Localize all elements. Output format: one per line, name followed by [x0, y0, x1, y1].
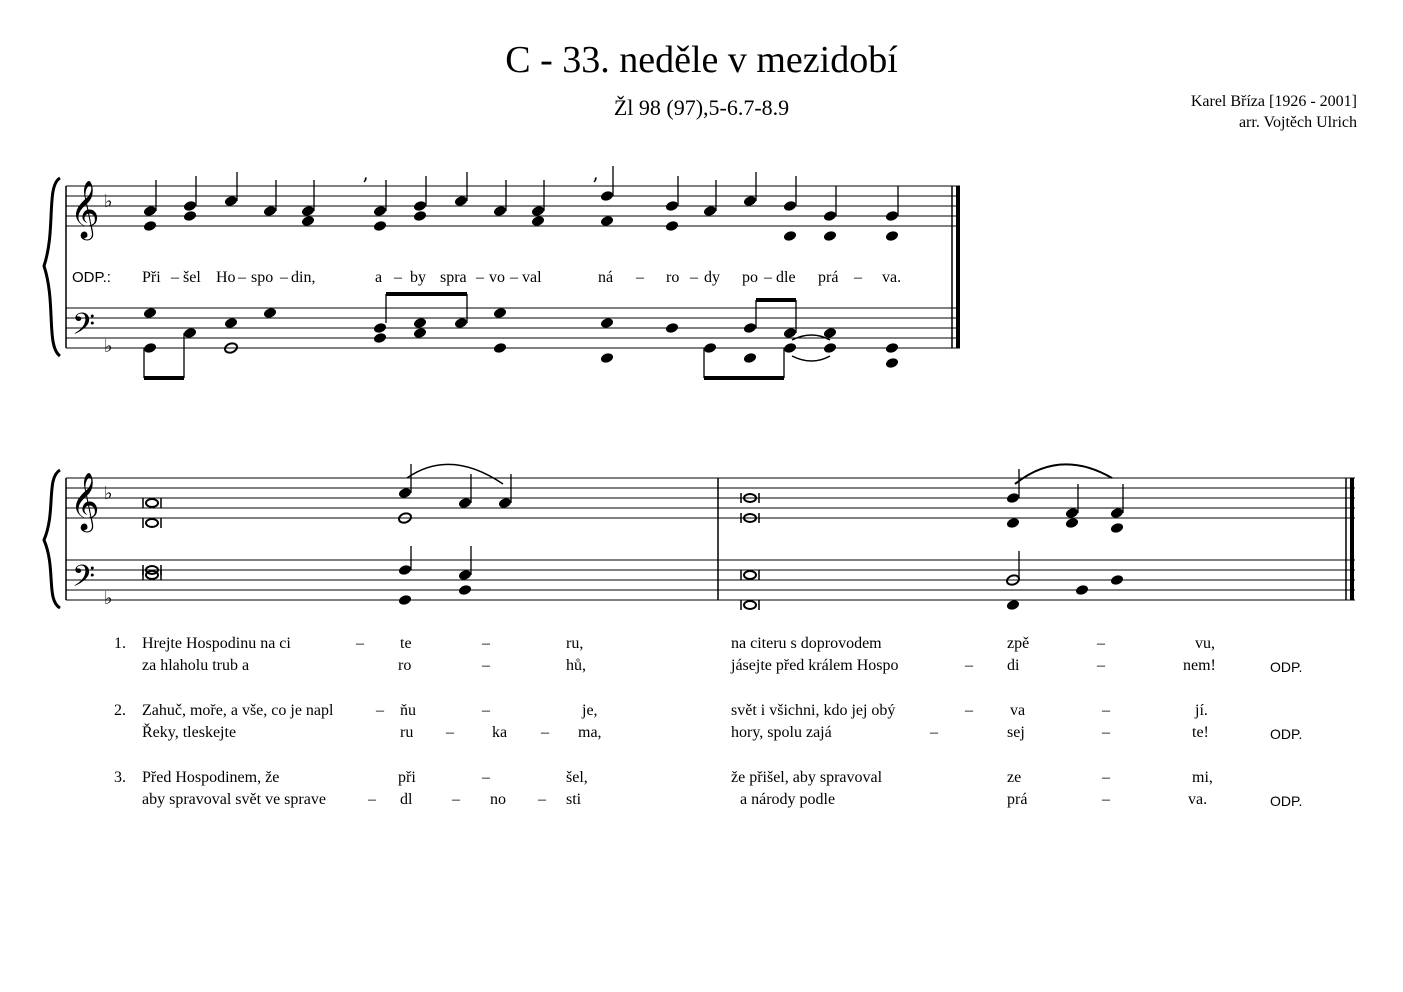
- bass-beams-1: [144, 294, 796, 378]
- verse-text: sej: [1007, 724, 1025, 741]
- flat-key-icon: ♭: [104, 483, 113, 504]
- refrain-syllable: ro: [666, 269, 680, 286]
- verse-text: hory, spolu zajá: [731, 724, 832, 741]
- verse-text: že přišel, aby spravoval: [731, 769, 883, 786]
- refrain-syllable: –: [690, 269, 698, 286]
- verse-text: ka: [492, 724, 508, 741]
- refrain-syllable: –: [171, 269, 179, 286]
- verse-text: te: [400, 635, 412, 652]
- verse-text: –: [1102, 791, 1110, 808]
- refrain-syllable: –: [280, 269, 288, 286]
- refrain-syllable: –: [764, 269, 772, 286]
- verse-text: –: [965, 702, 973, 719]
- refrain-syllable: val: [522, 269, 542, 286]
- reciting-breves: [143, 493, 759, 610]
- verse-text: –: [452, 791, 460, 808]
- verse-text: –: [482, 702, 490, 719]
- verse-number: 2.: [114, 702, 126, 719]
- verse-text: –: [482, 657, 490, 674]
- bass-staff-1: [66, 308, 960, 348]
- refrain-syllable: šel: [183, 269, 201, 286]
- verse-text: te!: [1192, 724, 1209, 741]
- composer-credit: Karel Bříza [1926 - 2001]: [1190, 93, 1357, 110]
- tie: [792, 356, 830, 361]
- verse-text: –: [1097, 657, 1105, 674]
- verse-text: a národy podle: [740, 791, 836, 808]
- verse-text: –: [1102, 724, 1110, 741]
- svg-text:’: ’: [362, 173, 369, 197]
- verse-text: mi,: [1192, 769, 1213, 786]
- refrain-syllable: –: [854, 269, 862, 286]
- verse-text: ru,: [566, 635, 584, 652]
- refrain-syllable: –: [394, 269, 402, 286]
- verse-text: na citeru s doprovodem: [731, 635, 882, 652]
- verse-text: –: [376, 702, 384, 719]
- refrain-syllable: prá: [818, 269, 839, 286]
- system-brace-2: [44, 470, 60, 608]
- verse-text: –: [446, 724, 454, 741]
- refrain-syllable: –: [636, 269, 644, 286]
- verse-text: ma,: [578, 724, 602, 741]
- verse-text: –: [1097, 635, 1105, 652]
- verse-text: va.: [1188, 791, 1208, 808]
- refrain-cue: ODP.: [1270, 726, 1303, 742]
- verse-text: –: [538, 791, 546, 808]
- system-2: [66, 478, 1355, 600]
- refrain-syllable: spo: [251, 269, 274, 286]
- verse-text: šel,: [566, 769, 588, 786]
- verse-text: dl: [400, 791, 413, 808]
- refrain-label: ODP.:: [72, 269, 111, 286]
- refrain-cue: ODP.: [1270, 793, 1303, 809]
- verse-text: –: [482, 769, 490, 786]
- treble-clef-icon: 𝄞: [70, 472, 100, 530]
- refrain-syllable: spra: [440, 269, 467, 286]
- verse-number: 1.: [114, 635, 126, 652]
- treble-clef-icon: 𝄞: [70, 180, 100, 238]
- verse-text: je,: [582, 702, 598, 719]
- bass-stems-2: [411, 546, 1019, 580]
- verse-text: vu,: [1195, 635, 1215, 652]
- verse-text: Před Hospodinem, že: [142, 769, 280, 786]
- bass-clef-icon: 𝄢: [72, 560, 96, 601]
- svg-text:’: ’: [592, 173, 599, 197]
- verse-text: zpě: [1007, 635, 1030, 652]
- verse-text: Hrejte Hospodinu na ci: [142, 635, 291, 652]
- verse-text: ňu: [400, 702, 416, 719]
- refrain-syllable: din,: [291, 269, 316, 286]
- verse-text: –: [368, 791, 376, 808]
- refrain-syllable: by: [410, 269, 426, 286]
- flat-key-icon: ♭: [104, 336, 113, 357]
- refrain-syllable: po: [742, 269, 758, 286]
- verse-text: ru: [400, 724, 414, 741]
- refrain-syllable: Při: [142, 269, 161, 286]
- verse-text: no: [490, 791, 506, 808]
- arranger-credit: arr. Vojtěch Ulrich: [1238, 114, 1357, 131]
- verse-text: di: [1007, 657, 1020, 674]
- verse-text: svět i všichni, kdo jej obý: [731, 702, 896, 719]
- bass-staff-2: [66, 560, 1355, 600]
- refrain-syllable: vo: [489, 269, 505, 286]
- refrain-syllable: ná: [598, 269, 614, 286]
- verse-text: za hlaholu trub a: [142, 657, 250, 674]
- verse-text: Zahuč, moře, a vše, co je napl: [142, 702, 334, 719]
- refrain-syllable: va.: [882, 269, 902, 286]
- verse-text: hů,: [566, 657, 586, 674]
- verse-text: –: [356, 635, 364, 652]
- verse-number: 3.: [114, 769, 126, 786]
- verse-text: –: [965, 657, 973, 674]
- refrain-syllable: dy: [704, 269, 720, 286]
- verse-text: va: [1010, 702, 1026, 719]
- page-title: C - 33. neděle v mezidobí: [505, 39, 898, 81]
- slur: [407, 464, 503, 484]
- treble-notes-2: [398, 487, 1125, 535]
- breath-marks: [362, 173, 598, 197]
- verse-text: –: [930, 724, 938, 741]
- refrain-syllable: –: [510, 269, 518, 286]
- verse-text: při: [398, 769, 416, 786]
- verse-text: nem!: [1183, 657, 1216, 674]
- system-1: [66, 186, 960, 348]
- verse-text: –: [482, 635, 490, 652]
- refrain-syllable: dle: [776, 269, 796, 286]
- treble-staff-2: [66, 478, 1355, 518]
- flat-key-icon: ♭: [104, 588, 113, 609]
- refrain-syllable: a: [375, 269, 383, 286]
- verse-text: –: [1102, 702, 1110, 719]
- verse-text: sti: [566, 791, 582, 808]
- verse-text: aby spravoval svět ve sprave: [142, 791, 326, 808]
- system-brace-1: [44, 178, 60, 356]
- refrain-cue: ODP.: [1270, 659, 1303, 675]
- verse-text: jásejte před králem Hospo: [731, 657, 899, 674]
- verse-text: jí.: [1195, 702, 1208, 719]
- verse-text: –: [1102, 769, 1110, 786]
- slur: [1015, 464, 1112, 484]
- refrain-syllable: Ho: [216, 269, 236, 286]
- bass-notes-2: [398, 564, 1125, 612]
- refrain-syllable: –: [476, 269, 484, 286]
- verse-text: –: [541, 724, 549, 741]
- flat-key-icon: ♭: [104, 191, 113, 212]
- psalm-reference: Žl 98 (97),5-6.7-8.9: [613, 95, 790, 120]
- refrain-syllable: –: [238, 269, 246, 286]
- verse-text: Řeky, tleskejte: [142, 724, 237, 741]
- verse-text: prá: [1007, 791, 1028, 808]
- verse-text: ze: [1007, 769, 1022, 786]
- bass-clef-icon: 𝄢: [72, 308, 96, 349]
- verse-text: ro: [398, 657, 412, 674]
